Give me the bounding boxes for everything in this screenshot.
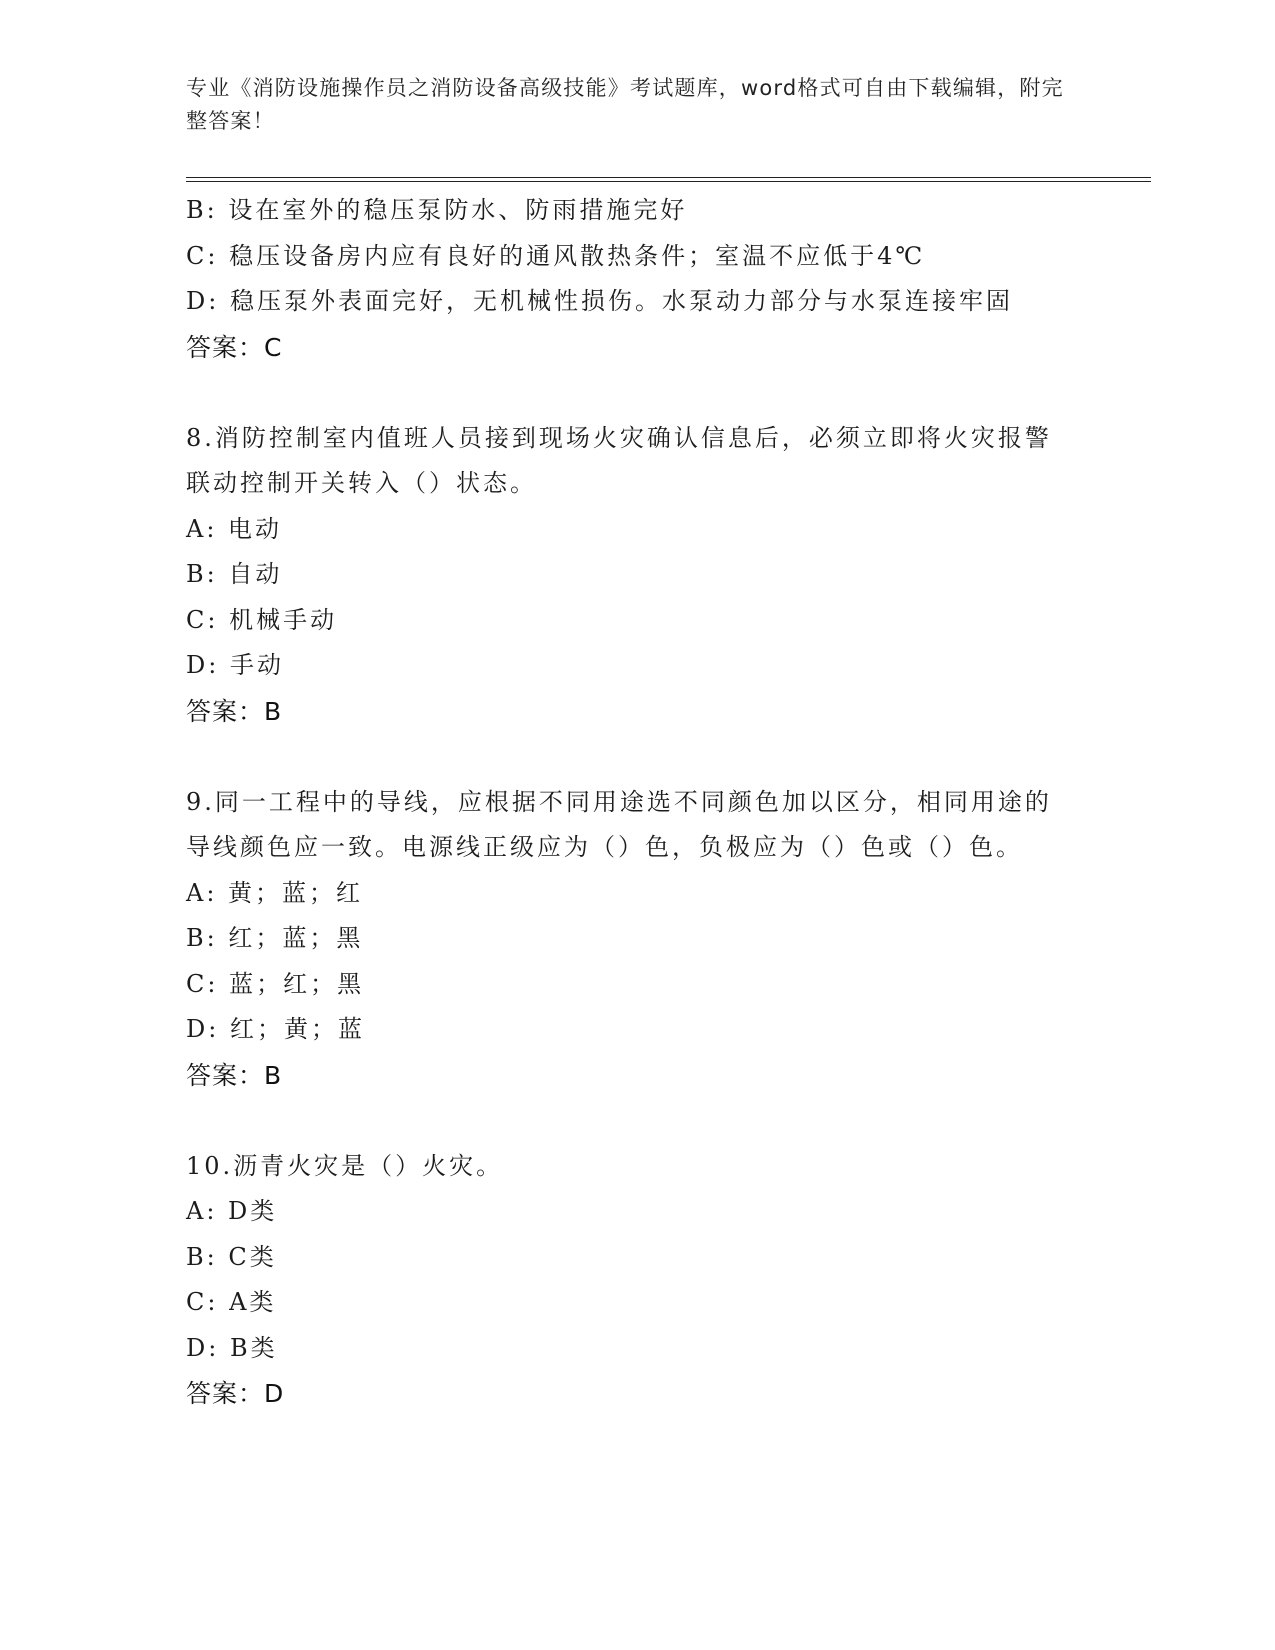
answer-line: 答案：B: [186, 1060, 283, 1090]
option-a: A: D类: [186, 1197, 278, 1225]
document-page: [186, 0, 1151, 1650]
option-b: B: C类: [186, 1242, 277, 1271]
option-d: D: B类: [186, 1333, 278, 1362]
question-text: 9.同一工程中的导线，应根据不同用途选不同颜色加以区分，相同用途的导线颜色应一致。电源线正级应为（）色，负极应为（）色或（）色。: [186, 787, 1052, 861]
answer-line: 答案：B: [186, 696, 283, 726]
spacer: [186, 1098, 1066, 1144]
document-body: [186, 188, 1066, 1417]
option-a: A: 黄；蓝；红: [186, 878, 364, 907]
option-c: C: 蓝；红；黑: [186, 969, 365, 998]
option-b: B: 自动: [186, 560, 283, 588]
answer-line: 答案：D: [186, 1379, 285, 1408]
question-text: 8.消防控制室内值班人员接到现场火灾确认信息后，必须立即将火灾报警联动控制开关转入（）状态。: [186, 423, 1052, 497]
carryover-question: [186, 188, 1066, 370]
question-9: [186, 780, 1066, 1099]
option-c: C: A类: [186, 1288, 277, 1316]
spacer: [186, 734, 1066, 780]
option-d: D: 稳压泵外表面完好，无机械性损伤。水泵动力部分与水泵连接牢固: [186, 287, 1013, 315]
page-header: 专业《消防设施操作员之消防设备高级技能》考试题库，word格式可自由下载编辑，附完整答案！: [186, 76, 1064, 133]
question-8: [186, 416, 1066, 735]
option-c: C: 稳压设备房内应有良好的通风散热条件；室温不应低于4℃: [186, 241, 926, 270]
option-d: D: 手动: [186, 651, 284, 679]
option-c: C: 机械手动: [186, 605, 338, 634]
spacer: [186, 370, 1066, 416]
option-a: A: 电动: [186, 514, 283, 543]
option-d: D: 红；黄；蓝: [186, 1015, 365, 1043]
question-text: 10.沥青火灾是（）火灾。: [186, 1151, 504, 1180]
option-b: B: 设在室外的稳压泵防水、防雨措施完好: [186, 196, 688, 224]
header-divider: [186, 177, 1151, 182]
question-10: [186, 1144, 1066, 1417]
answer-line: 答案：C: [186, 332, 283, 362]
option-b: B: 红；蓝；黑: [186, 924, 364, 952]
